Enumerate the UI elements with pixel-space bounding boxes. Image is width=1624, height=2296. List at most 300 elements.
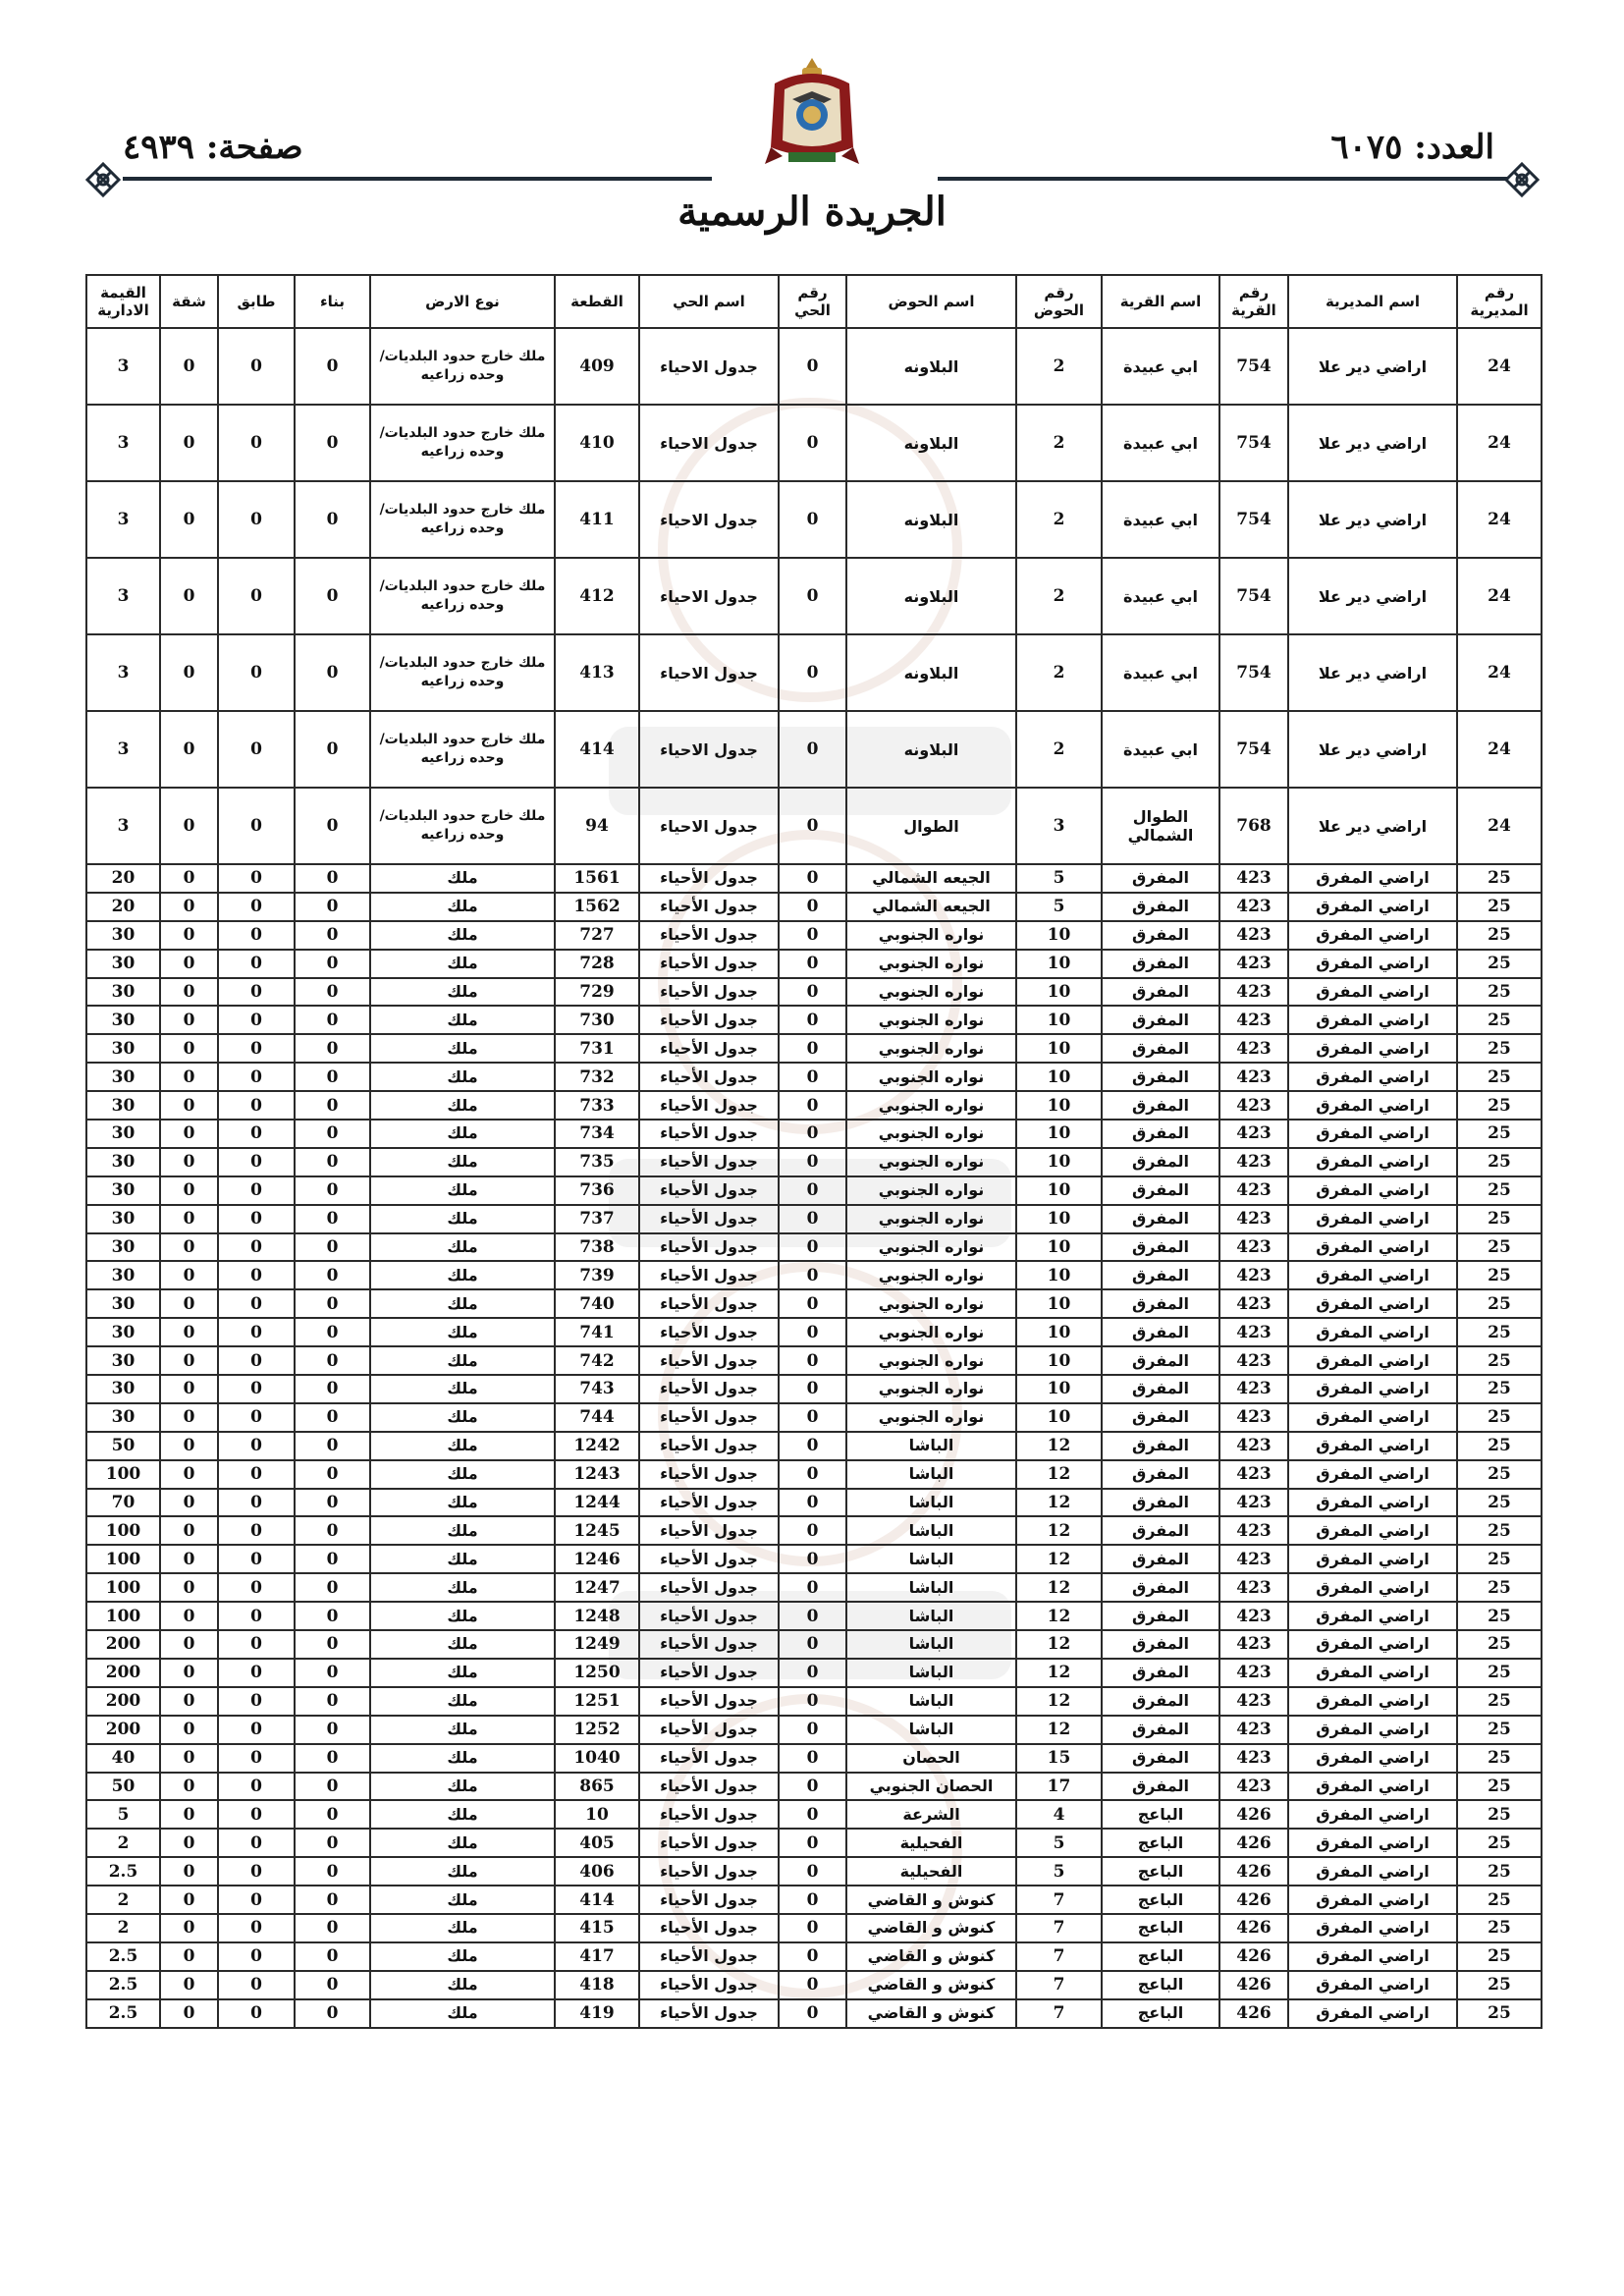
table-cell: الطوال الشمالي <box>1102 788 1219 864</box>
table-cell: الباشا <box>846 1516 1016 1545</box>
table-cell: 30 <box>86 1034 160 1063</box>
table-cell: 0 <box>295 1687 370 1716</box>
table-cell: 2.5 <box>86 1971 160 1999</box>
table-cell: 0 <box>779 711 846 788</box>
table-cell: اراضي المفرق <box>1288 1716 1457 1744</box>
table-cell: 0 <box>295 634 370 711</box>
table-cell: 426 <box>1219 1914 1288 1942</box>
table-cell: 2 <box>1016 328 1102 405</box>
table-cell: 10 <box>1016 1091 1102 1120</box>
table-cell: 12 <box>1016 1573 1102 1602</box>
table-cell: 0 <box>218 1489 295 1517</box>
table-cell: 0 <box>218 1829 295 1857</box>
table-cell: 727 <box>555 921 639 950</box>
table-cell: 3 <box>86 711 160 788</box>
table-cell: 1562 <box>555 893 639 921</box>
table-cell: الفحيلية <box>846 1829 1016 1857</box>
table-cell: ملك <box>370 1176 555 1205</box>
table-cell: 30 <box>86 978 160 1007</box>
table-cell: ملك <box>370 1971 555 1999</box>
table-cell: اراضي المفرق <box>1288 1176 1457 1205</box>
table-cell: ملك <box>370 1800 555 1829</box>
table-cell: 0 <box>779 1346 846 1375</box>
table-cell: 423 <box>1219 978 1288 1007</box>
table-cell: 423 <box>1219 1205 1288 1233</box>
table-cell: 0 <box>779 1971 846 1999</box>
table-cell: 25 <box>1457 1942 1542 1971</box>
table-cell: 0 <box>160 1403 218 1432</box>
coat-of-arms-icon <box>763 54 861 172</box>
table-cell: 412 <box>555 558 639 634</box>
table-cell: 423 <box>1219 1687 1288 1716</box>
table-row <box>86 1857 1542 1886</box>
table-cell: المفرق <box>1102 1602 1219 1630</box>
table-cell: المفرق <box>1102 1687 1219 1716</box>
table-cell: 768 <box>1219 788 1288 864</box>
table-cell: 739 <box>555 1261 639 1289</box>
table-cell: 405 <box>555 1829 639 1857</box>
table-cell: جدول الأحياء <box>639 1971 779 1999</box>
table-cell: 0 <box>779 481 846 558</box>
table-cell: الباشا <box>846 1602 1016 1630</box>
table-cell: نواره الجنوبي <box>846 1063 1016 1091</box>
table-cell: المفرق <box>1102 864 1219 893</box>
table-cell: 25 <box>1457 1432 1542 1460</box>
table-cell: ملك <box>370 1261 555 1289</box>
table-cell: جدول الأحياء <box>639 1489 779 1517</box>
column-header: اسم الحي <box>639 275 779 328</box>
table-cell: 30 <box>86 1289 160 1318</box>
table-cell: كنوش و القاضي <box>846 1999 1016 2028</box>
table-cell: 2.5 <box>86 1857 160 1886</box>
table-cell: 0 <box>779 1233 846 1262</box>
column-header: بناء <box>295 275 370 328</box>
table-cell: الباشا <box>846 1489 1016 1517</box>
table-cell: 2 <box>86 1886 160 1914</box>
table-cell: نواره الجنوبي <box>846 1403 1016 1432</box>
table-cell: الباشا <box>846 1630 1016 1659</box>
table-cell: 423 <box>1219 950 1288 978</box>
table-cell: 0 <box>218 1573 295 1602</box>
table-cell: اراضي المفرق <box>1288 1800 1457 1829</box>
table-row <box>86 1460 1542 1489</box>
table-cell: المفرق <box>1102 893 1219 921</box>
table-cell: الباعج <box>1102 1942 1219 1971</box>
table-cell: ملك <box>370 1489 555 1517</box>
table-cell: جدول الأحياء <box>639 1346 779 1375</box>
table-cell: كنوش و القاضي <box>846 1914 1016 1942</box>
table-cell: 30 <box>86 921 160 950</box>
table-cell: 0 <box>218 950 295 978</box>
table-cell: 2 <box>1016 634 1102 711</box>
table-cell: 0 <box>779 405 846 481</box>
table-cell: 25 <box>1457 1176 1542 1205</box>
table-cell: 0 <box>218 1773 295 1801</box>
table-cell: اراضي المفرق <box>1288 1233 1457 1262</box>
table-cell: نواره الجنوبي <box>846 1091 1016 1120</box>
table-cell: 0 <box>160 1942 218 1971</box>
table-cell: المفرق <box>1102 1630 1219 1659</box>
table-cell: 25 <box>1457 1630 1542 1659</box>
table-cell: 0 <box>779 1886 846 1914</box>
table-cell: البلاونه <box>846 711 1016 788</box>
table-cell: 0 <box>295 788 370 864</box>
table-cell: 10 <box>1016 1034 1102 1063</box>
table-cell: 0 <box>779 1063 846 1091</box>
table-cell: 0 <box>295 1120 370 1148</box>
table-cell: ابي عبيدة <box>1102 558 1219 634</box>
table-cell: اراضي دير علا <box>1288 405 1457 481</box>
table-cell: 0 <box>295 481 370 558</box>
table-cell: اراضي المفرق <box>1288 1091 1457 1120</box>
table-cell: ملك <box>370 1857 555 1886</box>
table-cell: 0 <box>218 1800 295 1829</box>
table-cell: 12 <box>1016 1659 1102 1687</box>
table-cell: 0 <box>779 1999 846 2028</box>
table-cell: 0 <box>779 1205 846 1233</box>
table-cell: 3 <box>86 788 160 864</box>
table-cell: اراضي المفرق <box>1288 1829 1457 1857</box>
table-cell: 0 <box>218 921 295 950</box>
table-row <box>86 1176 1542 1205</box>
table-cell: جدول الأحياء <box>639 1148 779 1176</box>
table-cell: المفرق <box>1102 1176 1219 1205</box>
table-cell: 423 <box>1219 1034 1288 1063</box>
table-cell: 0 <box>295 1063 370 1091</box>
table-cell: جدول الأحياء <box>639 1460 779 1489</box>
header-rule-left <box>123 177 712 181</box>
table-cell: اراضي المفرق <box>1288 893 1457 921</box>
table-cell: 12 <box>1016 1545 1102 1573</box>
table-cell: 0 <box>295 1148 370 1176</box>
table-cell: اراضي دير علا <box>1288 634 1457 711</box>
table-cell: 423 <box>1219 1744 1288 1773</box>
table-cell: 423 <box>1219 1630 1288 1659</box>
table-cell: 25 <box>1457 1659 1542 1687</box>
table-cell: 0 <box>295 1886 370 1914</box>
table-cell: 25 <box>1457 1602 1542 1630</box>
table-cell: 413 <box>555 634 639 711</box>
table-cell: 25 <box>1457 1233 1542 1262</box>
page-number: صفحة: ٤٩٣٩ <box>123 128 303 167</box>
table-cell: جدول الأحياء <box>639 1716 779 1744</box>
table-cell: 25 <box>1457 1716 1542 1744</box>
table-cell: 0 <box>160 1318 218 1346</box>
table-row <box>86 1091 1542 1120</box>
table-cell: 0 <box>218 978 295 1007</box>
table-cell: 426 <box>1219 1857 1288 1886</box>
table-cell: 5 <box>1016 893 1102 921</box>
table-cell: ملك <box>370 1403 555 1432</box>
table-cell: 423 <box>1219 1460 1288 1489</box>
table-cell: اراضي المفرق <box>1288 1403 1457 1432</box>
table-cell: جدول الأحياء <box>639 893 779 921</box>
table-cell: المفرق <box>1102 1006 1219 1034</box>
table-cell: 0 <box>218 1545 295 1573</box>
table-cell: 423 <box>1219 1573 1288 1602</box>
table-cell: جدول الأحياء <box>639 1659 779 1687</box>
table-cell: 25 <box>1457 1573 1542 1602</box>
table-row <box>86 1318 1542 1346</box>
table-cell: نواره الجنوبي <box>846 1006 1016 1034</box>
table-row <box>86 1375 1542 1403</box>
issue-number: العدد: ٦٠٧٥ <box>1330 128 1494 167</box>
table-cell: 0 <box>160 1716 218 1744</box>
table-cell: 0 <box>295 864 370 893</box>
table-row <box>86 978 1542 1007</box>
table-cell: المفرق <box>1102 1063 1219 1091</box>
table-cell: 12 <box>1016 1602 1102 1630</box>
table-cell: 25 <box>1457 1773 1542 1801</box>
table-cell: ملك <box>370 1034 555 1063</box>
table-cell: 30 <box>86 1205 160 1233</box>
table-cell: المفرق <box>1102 978 1219 1007</box>
table-row <box>86 1516 1542 1545</box>
table-cell: 25 <box>1457 1120 1542 1148</box>
table-cell: 25 <box>1457 1744 1542 1773</box>
table-cell: ملك خارج حدود البلديات/وحده زراعيه <box>370 481 555 558</box>
column-header: اسم المديرية <box>1288 275 1457 328</box>
table-cell: 24 <box>1457 481 1542 558</box>
table-cell: 0 <box>160 1091 218 1120</box>
table-cell: 865 <box>555 1773 639 1801</box>
table-cell: المفرق <box>1102 1516 1219 1545</box>
table-cell: 25 <box>1457 1148 1542 1176</box>
table-row <box>86 1914 1542 1942</box>
table-cell: 754 <box>1219 328 1288 405</box>
table-cell: اراضي المفرق <box>1288 1914 1457 1942</box>
table-cell: 0 <box>295 1318 370 1346</box>
table-cell: 0 <box>779 1573 846 1602</box>
table-cell: الباعج <box>1102 1999 1219 2028</box>
table-cell: 423 <box>1219 1716 1288 1744</box>
table-cell: جدول الأحياء <box>639 1432 779 1460</box>
table-cell: نواره الجنوبي <box>846 1318 1016 1346</box>
table-cell: ملك <box>370 1659 555 1687</box>
table-cell: ملك <box>370 921 555 950</box>
table-cell: 0 <box>160 1034 218 1063</box>
table-cell: الباعج <box>1102 1857 1219 1886</box>
table-cell: جدول الأحياء <box>639 1800 779 1829</box>
table-cell: 0 <box>779 328 846 405</box>
table-cell: 0 <box>218 788 295 864</box>
table-cell: 0 <box>779 1432 846 1460</box>
table-row <box>86 1346 1542 1375</box>
table-cell: 754 <box>1219 405 1288 481</box>
table-cell: نواره الجنوبي <box>846 1375 1016 1403</box>
table-cell: 731 <box>555 1034 639 1063</box>
table-cell: المفرق <box>1102 1489 1219 1517</box>
table-cell: 7 <box>1016 1914 1102 1942</box>
table-cell: 0 <box>295 978 370 1007</box>
table-cell: 743 <box>555 1375 639 1403</box>
table-cell: ملك <box>370 1716 555 1744</box>
table-row <box>86 558 1542 634</box>
table-cell: 25 <box>1457 1318 1542 1346</box>
table-cell: 25 <box>1457 1687 1542 1716</box>
table-body <box>86 328 1542 2028</box>
table-cell: ملك <box>370 978 555 1007</box>
table-cell: جدول الأحياء <box>639 1063 779 1091</box>
table-cell: 100 <box>86 1460 160 1489</box>
table-cell: 423 <box>1219 1432 1288 1460</box>
table-cell: جدول الأحياء <box>639 1744 779 1773</box>
table-cell: اراضي المفرق <box>1288 1971 1457 1999</box>
table-cell: 0 <box>295 1489 370 1517</box>
table-row <box>86 1034 1542 1063</box>
table-cell: اراضي المفرق <box>1288 1516 1457 1545</box>
table-cell: 0 <box>295 1573 370 1602</box>
table-cell: 25 <box>1457 1261 1542 1289</box>
table-cell: 0 <box>295 711 370 788</box>
table-cell: جدول الأحياء <box>639 1403 779 1432</box>
table-cell: 24 <box>1457 711 1542 788</box>
table-cell: 2 <box>1016 711 1102 788</box>
table-cell: 423 <box>1219 1289 1288 1318</box>
table-cell: 5 <box>1016 1857 1102 1886</box>
table-cell: 0 <box>160 481 218 558</box>
table-cell: جدول الأحياء <box>639 1034 779 1063</box>
table-cell: نواره الجنوبي <box>846 950 1016 978</box>
table-cell: نواره الجنوبي <box>846 1120 1016 1148</box>
table-cell: 0 <box>218 634 295 711</box>
table-cell: 0 <box>779 864 846 893</box>
table-cell: اراضي المفرق <box>1288 1432 1457 1460</box>
table-cell: الجيعه الشمالي <box>846 893 1016 921</box>
table-row <box>86 1971 1542 1999</box>
table-cell: 0 <box>295 1773 370 1801</box>
table-cell: 0 <box>295 1205 370 1233</box>
table-cell: اراضي المفرق <box>1288 1489 1457 1517</box>
table-cell: المفرق <box>1102 1403 1219 1432</box>
table-cell: نواره الجنوبي <box>846 1261 1016 1289</box>
table-cell: 0 <box>295 1375 370 1403</box>
table-cell: ملك خارج حدود البلديات/وحده زراعيه <box>370 328 555 405</box>
table-cell: 0 <box>160 1489 218 1517</box>
table-cell: اراضي المفرق <box>1288 1545 1457 1573</box>
table-cell: 0 <box>160 1630 218 1659</box>
table-cell: 0 <box>160 893 218 921</box>
table-cell: ملك <box>370 1516 555 1545</box>
table-cell: 0 <box>295 1914 370 1942</box>
table-cell: المفرق <box>1102 1375 1219 1403</box>
table-cell: اراضي دير علا <box>1288 328 1457 405</box>
table-cell: نواره الجنوبي <box>846 978 1016 1007</box>
table-cell: 25 <box>1457 1346 1542 1375</box>
table-cell: جدول الاحياء <box>639 558 779 634</box>
table-cell: كنوش و القاضي <box>846 1942 1016 1971</box>
table-cell: 25 <box>1457 864 1542 893</box>
table-cell: 0 <box>779 893 846 921</box>
land-values-table-container <box>85 274 1541 2029</box>
table-cell: 0 <box>295 921 370 950</box>
table-cell: 3 <box>86 328 160 405</box>
table-cell: المفرق <box>1102 1460 1219 1489</box>
table-cell: ملك <box>370 1375 555 1403</box>
table-cell: 1248 <box>555 1602 639 1630</box>
table-cell: جدول الأحياء <box>639 1205 779 1233</box>
table-cell: 0 <box>295 1346 370 1375</box>
table-cell: 0 <box>160 1857 218 1886</box>
table-cell: 0 <box>218 1346 295 1375</box>
table-row <box>86 1205 1542 1233</box>
table-cell: 30 <box>86 1346 160 1375</box>
table-cell: 423 <box>1219 1120 1288 1148</box>
table-cell: 423 <box>1219 1545 1288 1573</box>
table-cell: 1251 <box>555 1687 639 1716</box>
table-cell: 0 <box>160 788 218 864</box>
table-cell: الحصان الجنوبي <box>846 1773 1016 1801</box>
table-cell: ملك <box>370 1432 555 1460</box>
table-cell: نواره الجنوبي <box>846 1176 1016 1205</box>
table-cell: 10 <box>1016 1375 1102 1403</box>
column-header: نوع الارض <box>370 275 555 328</box>
table-cell: 0 <box>295 328 370 405</box>
table-cell: اراضي المفرق <box>1288 950 1457 978</box>
table-cell: 0 <box>160 1914 218 1942</box>
table-row <box>86 405 1542 481</box>
table-cell: 0 <box>779 1857 846 1886</box>
table-cell: 0 <box>295 1971 370 1999</box>
table-cell: 423 <box>1219 1773 1288 1801</box>
table-cell: 0 <box>160 1545 218 1573</box>
table-cell: 30 <box>86 1091 160 1120</box>
table-cell: 0 <box>160 1176 218 1205</box>
table-cell: 0 <box>160 1233 218 1262</box>
table-cell: جدول الأحياء <box>639 1602 779 1630</box>
table-cell: 423 <box>1219 893 1288 921</box>
table-cell: 0 <box>160 921 218 950</box>
table-cell: 0 <box>160 1886 218 1914</box>
table-cell: 0 <box>160 1375 218 1403</box>
table-cell: الباعج <box>1102 1800 1219 1829</box>
table-cell: اراضي دير علا <box>1288 558 1457 634</box>
table-cell: اراضي المفرق <box>1288 1289 1457 1318</box>
table-cell: 0 <box>160 950 218 978</box>
table-cell: 0 <box>160 328 218 405</box>
table-cell: ملك خارج حدود البلديات/وحده زراعيه <box>370 711 555 788</box>
table-cell: المفرق <box>1102 1233 1219 1262</box>
table-cell: 1243 <box>555 1460 639 1489</box>
table-cell: 5 <box>1016 1829 1102 1857</box>
table-cell: 0 <box>218 864 295 893</box>
table-cell: اراضي دير علا <box>1288 788 1457 864</box>
column-header: طابق <box>218 275 295 328</box>
table-cell: 423 <box>1219 1346 1288 1375</box>
table-row <box>86 1289 1542 1318</box>
table-cell: المفرق <box>1102 1545 1219 1573</box>
table-cell: 426 <box>1219 1942 1288 1971</box>
column-header: اسم الحوض <box>846 275 1016 328</box>
table-row <box>86 1233 1542 1262</box>
table-cell: اراضي المفرق <box>1288 1886 1457 1914</box>
table-cell: جدول الأحياء <box>639 1091 779 1120</box>
table-cell: المفرق <box>1102 921 1219 950</box>
table-row <box>86 1573 1542 1602</box>
column-header: القيمة الادارية <box>86 275 160 328</box>
table-cell: 0 <box>218 893 295 921</box>
table-cell: اراضي المفرق <box>1288 1034 1457 1063</box>
table-cell: المفرق <box>1102 1346 1219 1375</box>
table-cell: 10 <box>1016 1063 1102 1091</box>
table-cell: 0 <box>779 978 846 1007</box>
table-cell: جدول الأحياء <box>639 1773 779 1801</box>
table-cell: 733 <box>555 1091 639 1120</box>
table-cell: ملك <box>370 1630 555 1659</box>
table-cell: 0 <box>160 1999 218 2028</box>
table-row <box>86 1630 1542 1659</box>
table-cell: 0 <box>218 1318 295 1346</box>
